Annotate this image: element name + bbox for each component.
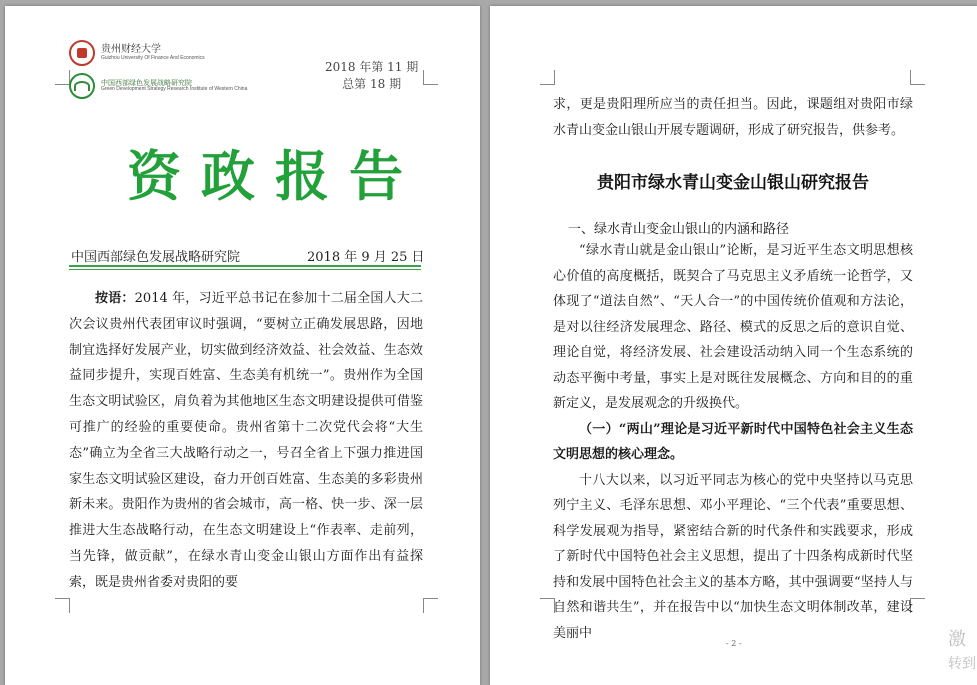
intro-text: 求，更是贵阳理所应当的责任担当。因此，课题组对贵阳市绿水青山变金山银山开展专题调研，形成了研究报告，供参考。 <box>553 97 913 138</box>
page-number: - 2 - <box>726 639 742 648</box>
issue-line-2: 总第 18 期 <box>342 77 402 91</box>
abstract-label: 按语： <box>95 291 135 306</box>
subsection-heading: （一）“两山”理论是习近平新时代中国特色社会主义生态文明思想的核心理念。 <box>553 421 913 462</box>
header-rule <box>69 265 421 267</box>
institute-logo-name: 中国西部绿色发展战略研究院 <box>101 78 192 87</box>
university-logo <box>69 40 205 66</box>
body-text <box>553 238 913 646</box>
crop-mark-top-right <box>423 70 438 85</box>
paragraph-2: 十八大以来，以习近平同志为核心的党中央坚持以马克思列宁主义、毛泽东思想、邓小平理论、“三个代表”重要思想、科学发展观为指导，紧密结合新的时代条件和实践要求，形成了新时代中国特色社会主义思想，提出了十四条构成新时代坚持和发展中国特色社会主义的基本方略，其中强调要“坚持人与自然和谐共生”，并在报告中以“加快生态文明体制改革，建设美丽中 <box>553 472 913 641</box>
header-rule-thin <box>69 269 421 270</box>
crop-mark-top-left <box>55 70 70 85</box>
institute-logo <box>69 73 247 99</box>
report-heading: 贵阳市绿水青山变金山银山研究报告 <box>597 173 869 193</box>
report-title: 资政报告 <box>127 144 423 208</box>
watermark-line-1: 激 <box>948 629 966 650</box>
document-page-1 <box>5 6 480 685</box>
document-page-2 <box>490 6 977 685</box>
report-date: 2018 年 9 月 25 日 <box>307 250 425 265</box>
issue-line-1: 2018 年第 11 期 <box>325 60 419 74</box>
issue-number <box>325 58 418 92</box>
institute-logo-name-en: Green Development Strategy Research Institute of Western China <box>101 86 248 93</box>
university-emblem-icon <box>69 40 95 66</box>
crop-mark-top-left <box>540 70 555 85</box>
crop-mark-bottom-right <box>423 598 438 613</box>
watermark <box>948 628 976 676</box>
intro-paragraph <box>553 92 913 144</box>
abstract-paragraph <box>69 286 423 596</box>
university-name: 贵州财经大学 <box>101 44 161 56</box>
crop-mark-bottom-left <box>55 598 70 613</box>
paragraph-1: “绿水青山就是金山银山”论断，是习近平生态文明思想核心价值的高度概括，既契合了马克思主义矛盾统一论哲学，又体现了“道法自然”、“天人合一”的中国传统价值观和方法论，是对以往经济发展理念、路径、模式的反思之后的意识自觉、理论自觉，将经济发展、社会建设活动纳入同一个生态系统的动态平衡中考量，事实上是对既往发展概念、方向和目的的重新定义，是发展观念的升级换代。 <box>553 243 913 411</box>
abstract-text: 2014 年，习近平总书记在参加十二届全国人大二次会议贵州代表团审议时强调，“要树立正确发展思路，因地制宜选择好发展产业，切实做到经济效益、社会效益、生态效益同步提升，实现百姓富、生态美有机统一”。贵州作为全国生态文明试验区，肩负着为其他地区生态文明建设提供可借鉴可推广的经验的重要使命。贵州省第十二次党代会将“大生态”确立为全省三大战略行动之一，号召全省上下强力推进国家生态文明试验区建设，奋力开创百姓富、生态美的多彩贵州新未来。贵阳作为贵州的省会城市，高一格、快一步、深一层推进大生态战略行动，在生态文明建设上“作表率、走前列，当先锋，做贡献”，在绿水青山变金山银山方面作出有益探索，既是贵州省委对贵阳的要 <box>69 291 423 590</box>
institute-name: 中国西部绿色发展战略研究院 <box>71 250 241 265</box>
section-heading: 一、绿水青山变金山银山的内涵和路径 <box>568 222 790 237</box>
institute-emblem-icon <box>69 73 95 99</box>
university-name-en: Guizhou University Of Finance And Economics <box>101 54 205 61</box>
crop-mark-top-right <box>910 70 925 85</box>
watermark-line-2: 转到 <box>948 656 976 672</box>
